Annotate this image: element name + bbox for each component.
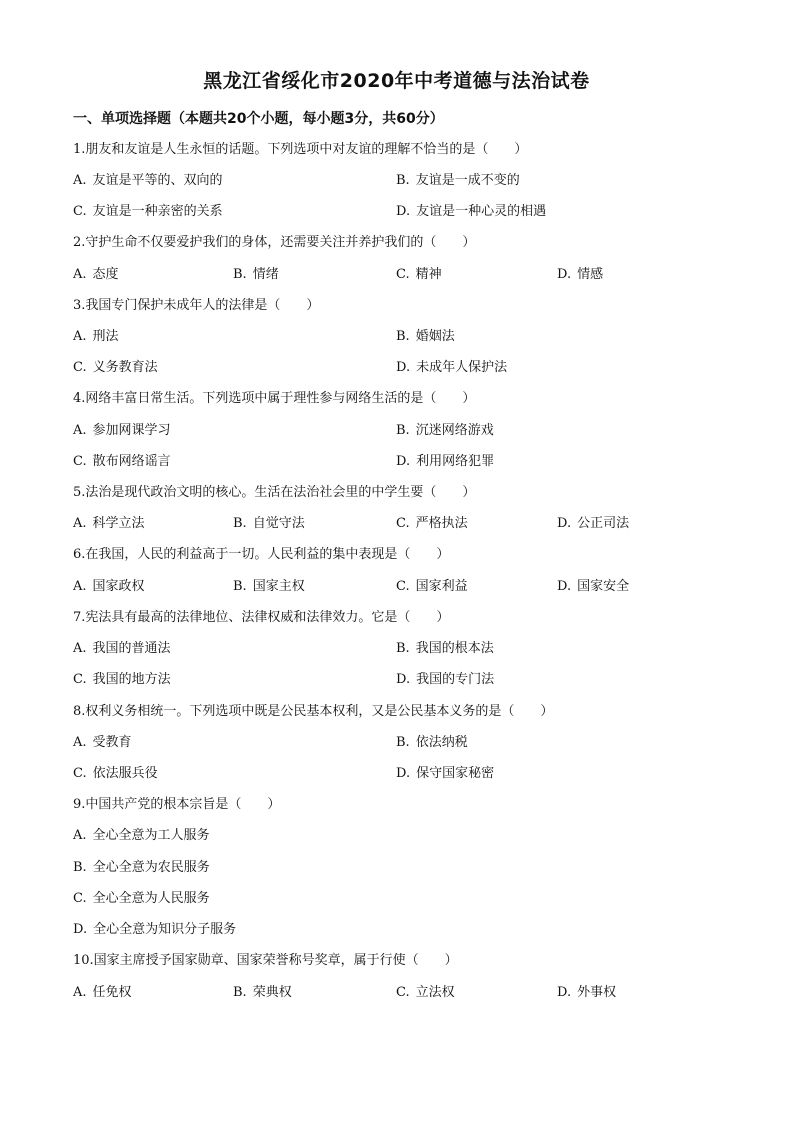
option-label: B. bbox=[73, 860, 87, 875]
option-label: D. bbox=[557, 579, 572, 594]
option-text: 荣典权 bbox=[252, 985, 292, 1000]
option-a[interactable] bbox=[73, 328, 119, 346]
option-c[interactable] bbox=[396, 578, 468, 596]
option-text: 友谊是平等的、双向的 bbox=[92, 173, 223, 188]
option-text: 外事权 bbox=[577, 985, 617, 1000]
option-label: C. bbox=[73, 891, 87, 906]
option-d[interactable] bbox=[396, 359, 507, 377]
option-text: 我国的普通法 bbox=[92, 641, 171, 656]
option-text: 公正司法 bbox=[577, 516, 630, 531]
option-b[interactable] bbox=[73, 859, 210, 877]
option-b[interactable] bbox=[233, 984, 292, 1002]
option-text: 国家主权 bbox=[252, 579, 305, 594]
option-b[interactable] bbox=[233, 515, 305, 533]
option-c[interactable] bbox=[73, 359, 158, 377]
option-text: 友谊是一成不变的 bbox=[415, 173, 520, 188]
page-title: 黑龙江省绥化市2020年中考道德与法治试卷 bbox=[203, 70, 590, 92]
option-text: 我国的地方法 bbox=[92, 672, 171, 687]
option-text: 散布网络谣言 bbox=[92, 454, 171, 469]
option-label: A. bbox=[73, 329, 87, 344]
option-label: B. bbox=[396, 735, 410, 750]
option-label: A. bbox=[73, 173, 87, 188]
option-d[interactable] bbox=[557, 515, 629, 533]
option-c[interactable] bbox=[73, 203, 223, 221]
option-text: 参加网课学习 bbox=[92, 423, 171, 438]
option-label: A. bbox=[73, 828, 87, 843]
option-text: 全心全意为人民服务 bbox=[92, 891, 210, 906]
option-a[interactable] bbox=[73, 827, 210, 845]
option-text: 友谊是一种心灵的相遇 bbox=[416, 204, 547, 219]
option-text: 严格执法 bbox=[415, 516, 468, 531]
option-label: B. bbox=[396, 173, 410, 188]
option-text: 精神 bbox=[415, 267, 442, 282]
option-text: 友谊是一种亲密的关系 bbox=[92, 204, 223, 219]
option-text: 全心全意为工人服务 bbox=[92, 828, 210, 843]
option-text: 全心全意为农民服务 bbox=[92, 860, 210, 875]
question-stem: 10.国家主席授予国家勋章、国家荣誉称号奖章，属于行使（ ） bbox=[73, 953, 458, 968]
option-b[interactable] bbox=[396, 422, 494, 440]
question-stem: 8.权利义务相统一。下列选项中既是公民基本权利，又是公民基本义务的是（ ） bbox=[73, 704, 554, 719]
option-label: B. bbox=[233, 579, 247, 594]
option-text: 婚姻法 bbox=[415, 329, 455, 344]
option-d[interactable] bbox=[396, 671, 494, 689]
option-text: 任免权 bbox=[92, 985, 132, 1000]
option-text: 刑法 bbox=[92, 329, 119, 344]
option-a[interactable] bbox=[73, 578, 145, 596]
option-label: B. bbox=[233, 267, 247, 282]
option-label: B. bbox=[396, 423, 410, 438]
option-label: A. bbox=[73, 641, 87, 656]
option-text: 依法纳税 bbox=[415, 735, 468, 750]
option-label: D. bbox=[396, 360, 411, 375]
option-text: 受教育 bbox=[92, 735, 132, 750]
option-a[interactable] bbox=[73, 172, 223, 190]
option-label: D. bbox=[396, 672, 411, 687]
option-a[interactable] bbox=[73, 266, 119, 284]
option-c[interactable] bbox=[73, 765, 158, 783]
option-text: 我国的根本法 bbox=[415, 641, 494, 656]
question-stem: 2.守护生命不仅要爱护我们的身体，还需要关注并养护我们的（ ） bbox=[73, 235, 476, 250]
option-c[interactable] bbox=[396, 984, 455, 1002]
option-label: D. bbox=[396, 766, 411, 781]
option-label: C. bbox=[73, 204, 87, 219]
option-text: 保守国家秘密 bbox=[416, 766, 495, 781]
option-c[interactable] bbox=[396, 515, 468, 533]
option-label: C. bbox=[396, 267, 410, 282]
option-b[interactable] bbox=[396, 640, 494, 658]
option-text: 态度 bbox=[92, 267, 119, 282]
option-label: A. bbox=[73, 985, 87, 1000]
option-label: D. bbox=[73, 922, 88, 937]
option-text: 科学立法 bbox=[92, 516, 145, 531]
option-text: 我国的专门法 bbox=[416, 672, 495, 687]
option-text: 利用网络犯罪 bbox=[416, 454, 495, 469]
option-a[interactable] bbox=[73, 734, 132, 752]
option-b[interactable] bbox=[396, 734, 468, 752]
question-stem: 6.在我国，人民的利益高于一切。人民利益的集中表现是（ ） bbox=[73, 547, 450, 562]
option-label: A. bbox=[73, 516, 87, 531]
option-text: 全心全意为知识分子服务 bbox=[93, 922, 237, 937]
option-text: 情绪 bbox=[252, 267, 279, 282]
option-text: 未成年人保护法 bbox=[416, 360, 508, 375]
question-stem: 9.中国共产党的根本宗旨是（ ） bbox=[73, 797, 281, 812]
option-d[interactable] bbox=[73, 921, 236, 939]
option-b[interactable] bbox=[396, 172, 520, 190]
option-d[interactable] bbox=[396, 765, 494, 783]
option-c[interactable] bbox=[73, 890, 210, 908]
option-label: D. bbox=[557, 985, 572, 1000]
option-label: D. bbox=[557, 267, 572, 282]
option-label: C. bbox=[396, 985, 410, 1000]
option-a[interactable] bbox=[73, 515, 145, 533]
option-text: 国家安全 bbox=[577, 579, 630, 594]
option-b[interactable] bbox=[396, 328, 455, 346]
option-label: B. bbox=[396, 641, 410, 656]
question-stem: 1.朋友和友谊是人生永恒的话题。下列选项中对友谊的理解不恰当的是（ ） bbox=[73, 142, 528, 157]
question-stem: 3.我国专门保护未成年人的法律是（ ） bbox=[73, 298, 320, 313]
option-b[interactable] bbox=[233, 578, 305, 596]
option-text: 自觉守法 bbox=[252, 516, 305, 531]
option-text: 立法权 bbox=[415, 985, 455, 1000]
option-label: C. bbox=[396, 579, 410, 594]
option-text: 情感 bbox=[577, 267, 604, 282]
question-stem: 5.法治是现代政治文明的核心。生活在法治社会里的中学生要（ ） bbox=[73, 485, 476, 500]
option-label: A. bbox=[73, 579, 87, 594]
option-label: A. bbox=[73, 735, 87, 750]
option-d[interactable] bbox=[557, 984, 616, 1002]
option-label: A. bbox=[73, 267, 87, 282]
option-a[interactable] bbox=[73, 640, 171, 658]
option-d[interactable] bbox=[396, 453, 494, 471]
section-heading: 一、单项选择题（本题共20个小题，每小题3分，共60分） bbox=[73, 111, 444, 127]
option-label: C. bbox=[73, 454, 87, 469]
option-label: D. bbox=[396, 454, 411, 469]
option-label: B. bbox=[396, 329, 410, 344]
option-text: 依法服兵役 bbox=[92, 766, 158, 781]
option-label: D. bbox=[557, 516, 572, 531]
option-a[interactable] bbox=[73, 422, 171, 440]
option-c[interactable] bbox=[73, 453, 171, 471]
option-c[interactable] bbox=[73, 671, 171, 689]
question-stem: 7.宪法具有最高的法律地位、法律权威和法律效力。它是（ ） bbox=[73, 610, 450, 625]
option-label: C. bbox=[396, 516, 410, 531]
option-label: B. bbox=[233, 516, 247, 531]
option-b[interactable] bbox=[233, 266, 279, 284]
option-label: C. bbox=[73, 360, 87, 375]
option-label: C. bbox=[73, 766, 87, 781]
option-a[interactable] bbox=[73, 984, 132, 1002]
option-d[interactable] bbox=[396, 203, 546, 221]
option-d[interactable] bbox=[557, 578, 629, 596]
option-text: 义务教育法 bbox=[92, 360, 158, 375]
question-stem: 4.网络丰富日常生活。下列选项中属于理性参与网络生活的是（ ） bbox=[73, 391, 476, 406]
option-label: B. bbox=[233, 985, 247, 1000]
option-text: 国家政权 bbox=[92, 579, 145, 594]
option-text: 国家利益 bbox=[415, 579, 468, 594]
option-d[interactable] bbox=[557, 266, 603, 284]
option-label: A. bbox=[73, 423, 87, 438]
option-c[interactable] bbox=[396, 266, 442, 284]
option-text: 沉迷网络游戏 bbox=[415, 423, 494, 438]
option-label: D. bbox=[396, 204, 411, 219]
option-label: C. bbox=[73, 672, 87, 687]
